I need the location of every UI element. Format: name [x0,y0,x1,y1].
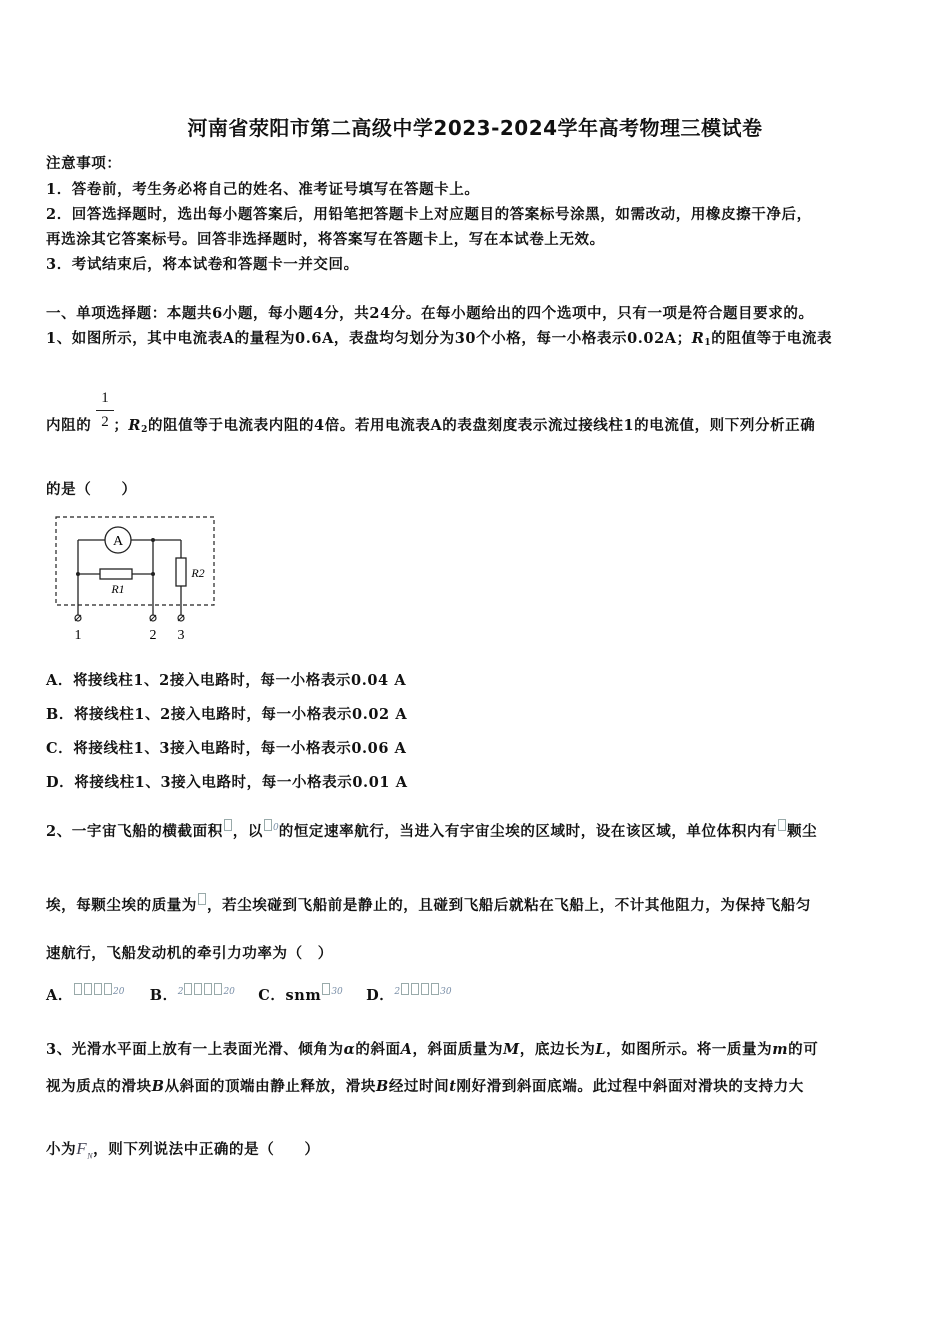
terminal-2-label: 2 [149,628,157,643]
q1-option-d: D．将接线柱1、3接入电路时，每一小格表示0.01 A [46,774,408,791]
resistor-r2 [176,558,186,586]
formula-placeholder-m [198,893,206,905]
fraction-one-half: 1 2 [96,389,114,431]
notice-item-2: 2．回答选择题时，选出每小题答案后，用铅笔把答题卡上对应题目的答案标号涂黑，如需改动，用橡皮擦干净后， [46,206,812,223]
q1-option-b: B．将接线柱1、2接入电路时，每一小格表示0.02 A [46,706,408,723]
q3-line3: 小为$F_N$，则下列说法中正确的是（ ） [46,1139,320,1161]
q2-line1: 2、一宇宙飞船的横截面积 ，以 0的恒定速率航行，当进入有宇宙尘埃的区域时，设在该区域，单位体积内有 颗尘 [46,819,817,841]
terminal-3-label: 3 [177,628,185,643]
notice-item-2-cont: 再选涂其它答案标号。回答非选择题时，将答案写在答题卡上，写在本试卷上无效。 [46,231,605,248]
circuit-diagram [48,512,228,644]
section-heading: 一、单项选择题：本题共6小题，每小题4分，共24分。在每小题给出的四个选项中，只有一项是符合题目要求的。 [46,305,814,322]
ammeter-label: A [112,534,124,549]
q1-line1: 1、如图所示，其中电流表A的量程为0.6A，表盘均匀划分为30个小格，每一小格表示0.02A；$R_1$的阻值等于电流表 [46,330,833,348]
q1-option-a: A．将接线柱1、2接入电路时，每一小格表示0.04 A [46,672,407,689]
q2-options: A． 20 B．2 20 C．snm 30 D．2 30 [46,983,452,1005]
notice-item-1: 1．答卷前，考生务必将自己的姓名、准考证号填写在答题卡上。 [46,181,480,198]
normal-force-symbol: $F_N$ [76,1139,94,1161]
notice-heading: 注意事项： [46,155,122,172]
q1-line3: 的是（ ） [46,481,137,498]
terminal-1-label: 1 [74,628,82,643]
formula-placeholder-v [264,819,272,831]
formula-placeholder-s [224,819,232,831]
r1-label: R1 [111,582,125,596]
r2-label: R2 [191,566,205,580]
notice-item-3: 3．考试结束后，将本试卷和答题卡一并交回。 [46,256,359,273]
formula-placeholder-n [778,819,786,831]
q1-line2: 内阻的 ；$R_2$的阻值等于电流表内阻的4倍。若用电流表A的表盘刻度表示流过接线柱1的电流值，则下列分析正确 [46,417,816,435]
q1-option-c: C．将接线柱1、3接入电路时，每一小格表示0.06 A [46,740,407,757]
q3-line2: 视为质点的滑块B从斜面的顶端由静止释放，滑块B经过时间t刚好滑到斜面底端。此过程中斜面对滑块的支持力大 [46,1078,804,1095]
q3-line1: 3、光滑水平面上放有一上表面光滑、倾角为α的斜面A，斜面质量为M，底边长为L，如图所示。将一质量为m的可 [46,1041,819,1058]
resistor-r1 [100,569,132,579]
q2-line3: 速航行，飞船发动机的牵引力功率为（ ） [46,945,333,962]
page-title: 河南省荥阳市第二高级中学2023-2024学年高考物理三模试卷 [187,116,763,140]
q2-line2: 埃，每颗尘埃的质量为 ，若尘埃碰到飞船前是静止的，且碰到飞船后就粘在飞船上，不计其他阻力，为保持飞船匀 [46,893,811,915]
